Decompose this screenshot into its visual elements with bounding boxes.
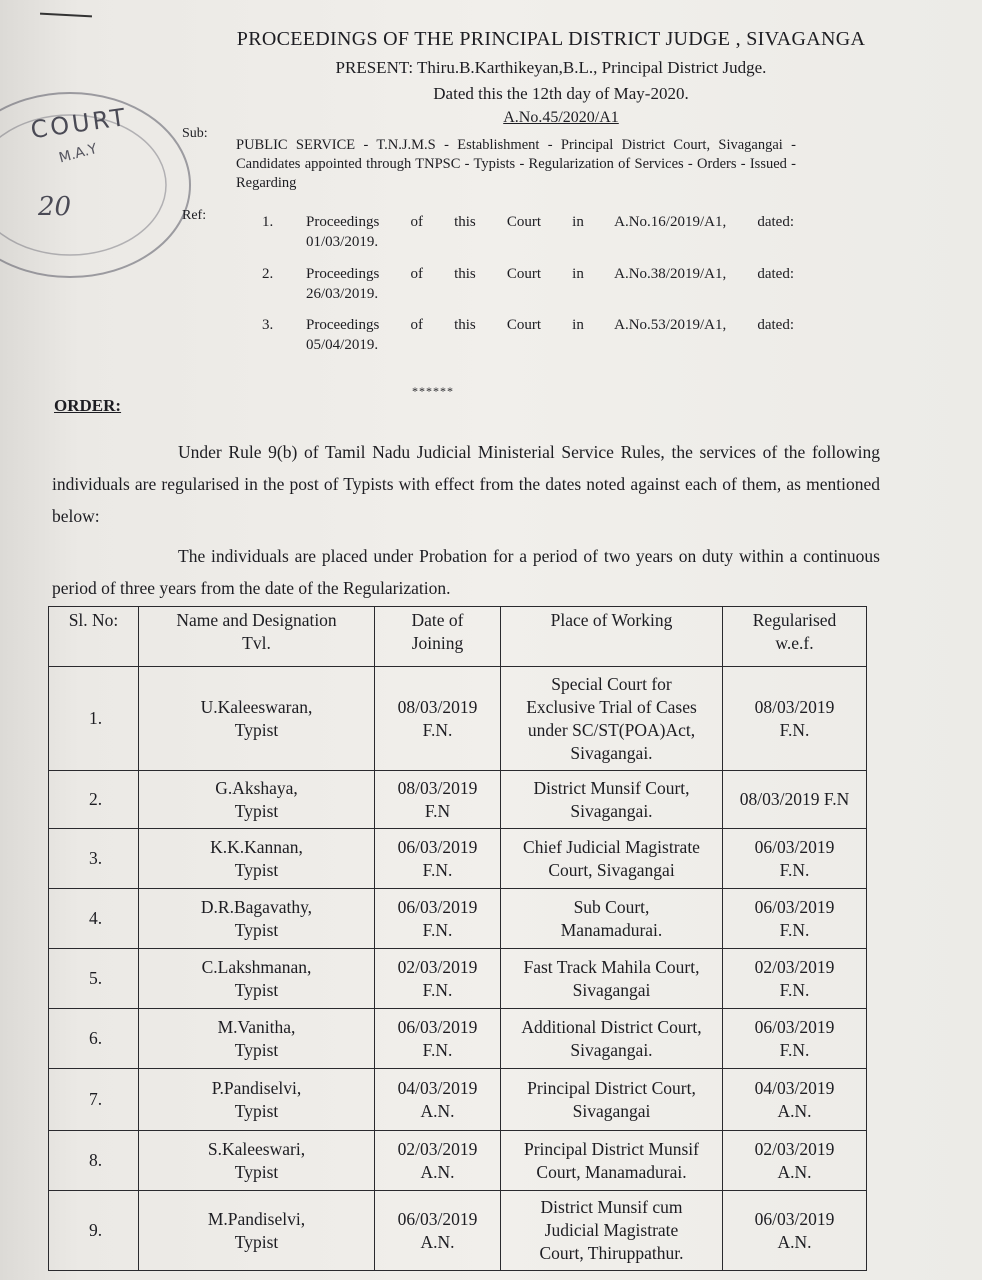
table-header-row (49, 607, 867, 667)
stamp-month-text: M.A.Y (57, 140, 99, 167)
cell-sl-no: 4. (49, 889, 139, 949)
cell-place-of-working: Principal District Court, Sivagangai (501, 1069, 723, 1131)
table-row (49, 667, 867, 771)
cell-place-of-working: Chief Judicial Magistrate Court, Sivagangai (501, 829, 723, 889)
cell-date-of-joining: 04/03/2019 A.N. (375, 1069, 501, 1131)
reference-text-1: Proceedings of this Court in A.No.16/2019/A1, dated: (306, 214, 794, 230)
present-line: PRESENT: Thiru.B.Karthikeyan,B.L., Principal District Judge. (335, 58, 767, 77)
cell-name-designation: K.K.Kannan, Typist (139, 829, 375, 889)
reference-text-2: Proceedings of this Court in A.No.38/2019/A1, dated: (306, 266, 794, 282)
table-row (49, 949, 867, 1009)
separator-stars: ****** (412, 384, 454, 398)
court-seal-stamp (0, 80, 200, 280)
cell-sl-no: 9. (49, 1191, 139, 1271)
cell-name-designation: U.Kaleeswaran, Typist (139, 667, 375, 771)
reference-date-1: 01/03/2019. (306, 234, 379, 250)
reference-number-3: 3. (262, 317, 274, 333)
cell-sl-no: 8. (49, 1131, 139, 1191)
cell-date-of-joining: 02/03/2019 A.N. (375, 1131, 501, 1191)
cell-date-of-joining: 06/03/2019 F.N. (375, 1009, 501, 1069)
order-paragraph-1: Under Rule 9(b) of Tamil Nadu Judicial Ministerial Service Rules, the services of the following individuals are regularised in the post of Typists with effect from the dates noted against each of them, as mentioned below: (52, 442, 880, 526)
table-row (49, 829, 867, 889)
subject-label: Sub: (182, 126, 208, 141)
reference-text-3: Proceedings of this Court in A.No.53/2019/A1, dated: (306, 317, 794, 333)
cell-regularised-wef: 02/03/2019 A.N. (723, 1131, 867, 1191)
cell-name-designation: P.Pandiselvi, Typist (139, 1069, 375, 1131)
cell-regularised-wef: 04/03/2019 A.N. (723, 1069, 867, 1131)
cell-regularised-wef: 06/03/2019 F.N. (723, 829, 867, 889)
cell-place-of-working: Principal District Munsif Court, Manamadurai. (501, 1131, 723, 1191)
table-row (49, 1009, 867, 1069)
cell-date-of-joining: 06/03/2019 F.N. (375, 829, 501, 889)
cell-date-of-joining: 02/03/2019 F.N. (375, 949, 501, 1009)
order-heading: ORDER: (54, 396, 122, 415)
cell-sl-no: 1. (49, 667, 139, 771)
cell-name-designation: M.Pandiselvi, Typist (139, 1191, 375, 1271)
reference-date-2: 26/03/2019. (306, 286, 379, 302)
cell-place-of-working: District Munsif cum Judicial Magistrate Court, Thiruppathur. (501, 1191, 723, 1271)
document-title: PROCEEDINGS OF THE PRINCIPAL DISTRICT JUDGE , SIVAGANGA (236, 28, 866, 50)
cell-name-designation: C.Lakshmanan, Typist (139, 949, 375, 1009)
cell-place-of-working: Special Court for Exclusive Trial of Cases under SC/ST(POA)Act, Sivagangai. (501, 667, 723, 771)
cell-sl-no: 5. (49, 949, 139, 1009)
cell-date-of-joining: 06/03/2019 A.N. (375, 1191, 501, 1271)
stamp-court-text: COURT (28, 102, 130, 145)
cell-place-of-working: Fast Track Mahila Court, Sivagangai (501, 949, 723, 1009)
cell-regularised-wef: 06/03/2019 F.N. (723, 889, 867, 949)
cell-place-of-working: Additional District Court, Sivagangai. (501, 1009, 723, 1069)
header-sl-no: Sl. No: (49, 607, 139, 667)
cell-name-designation: G.Akshaya, Typist (139, 771, 375, 829)
cell-name-designation: D.R.Bagavathy, Typist (139, 889, 375, 949)
header-regularised-wef: Regularised w.e.f. (723, 607, 867, 667)
dated-line: Dated this the 12th day of May-2020. (433, 84, 689, 103)
cell-regularised-wef: 08/03/2019 F.N. (723, 667, 867, 771)
order-paragraph-2: The individuals are placed under Probation for a period of two years on duty within a continuous period of three years from the date of the Regularization. (52, 546, 880, 598)
cell-sl-no: 7. (49, 1069, 139, 1131)
table-row (49, 1131, 867, 1191)
reference-label: Ref: (182, 208, 207, 223)
header-date-of-joining: Date of Joining (375, 607, 501, 667)
table-row (49, 889, 867, 949)
cell-date-of-joining: 08/03/2019 F.N (375, 771, 501, 829)
reference-date-3: 05/04/2019. (306, 337, 379, 353)
table-row (49, 1191, 867, 1271)
cell-regularised-wef: 08/03/2019 F.N (723, 771, 867, 829)
cell-date-of-joining: 08/03/2019 F.N. (375, 667, 501, 771)
cell-sl-no: 2. (49, 771, 139, 829)
cell-place-of-working: Sub Court, Manamadurai. (501, 889, 723, 949)
table-row (49, 1069, 867, 1131)
cell-regularised-wef: 02/03/2019 F.N. (723, 949, 867, 1009)
reference-number: A.No.45/2020/A1 (503, 109, 619, 126)
cell-date-of-joining: 06/03/2019 F.N. (375, 889, 501, 949)
cell-sl-no: 3. (49, 829, 139, 889)
cell-place-of-working: District Munsif Court, Sivagangai. (501, 771, 723, 829)
cell-regularised-wef: 06/03/2019 A.N. (723, 1191, 867, 1271)
cell-name-designation: S.Kaleeswari, Typist (139, 1131, 375, 1191)
pen-mark (40, 13, 92, 18)
typist-regularisation-table (48, 606, 867, 1271)
subject-text: PUBLIC SERVICE - T.N.J.M.S - Establishment - Principal District Court, Sivagangai - Candidates appointed through TNPSC - Typists - Regularization of Services - Orders - Issued - Regarding (236, 137, 796, 191)
header-name-designation: Name and Designation Tvl. (139, 607, 375, 667)
header-place-of-working: Place of Working (501, 607, 723, 667)
cell-name-designation: M.Vanitha, Typist (139, 1009, 375, 1069)
stamp-number: 20 (38, 192, 72, 222)
reference-number-1: 1. (262, 214, 274, 230)
table-row (49, 771, 867, 829)
reference-number-2: 2. (262, 266, 274, 282)
cell-sl-no: 6. (49, 1009, 139, 1069)
cell-regularised-wef: 06/03/2019 F.N. (723, 1009, 867, 1069)
